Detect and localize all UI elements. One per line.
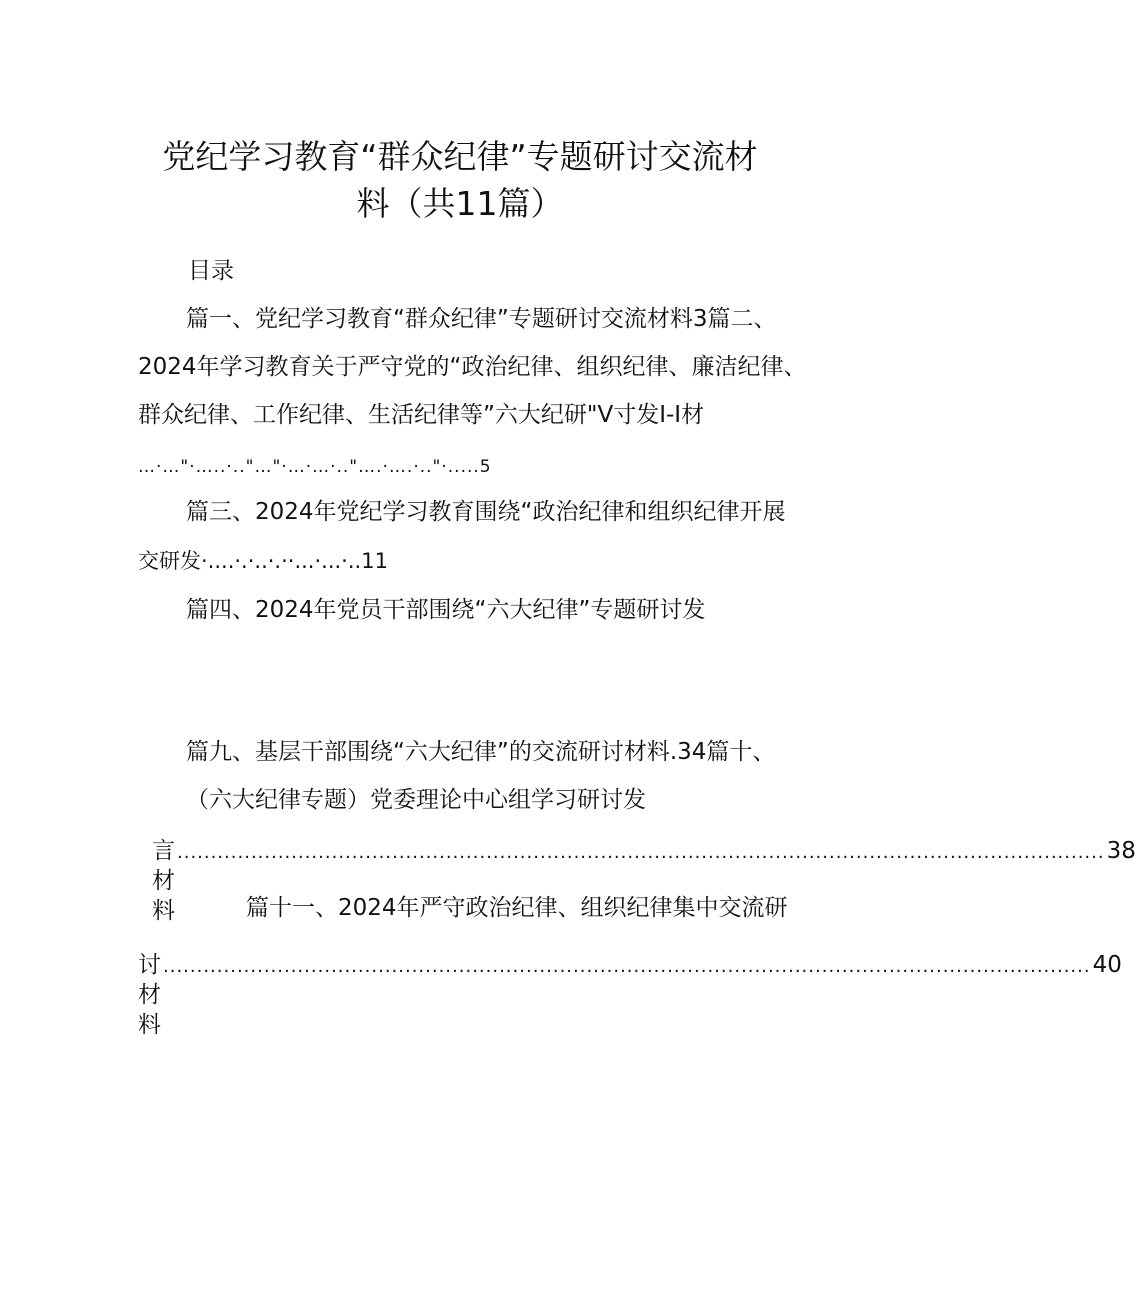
toc-entry-11-label: 讨材料 (138, 952, 161, 1038)
toc-entry-2-line-1: 2024年学习教育关于严守党的“政治纪律、组织纪律、廉洁纪律、 (138, 354, 807, 380)
toc-leader-dots: .......................................................................................................................................... (177, 842, 1105, 863)
toc-entry-11-line-1: 篇十一、2024年严守政治纪律、组织纪律集中交流研 (246, 895, 788, 921)
toc-page-number: 40 (1092, 952, 1122, 978)
toc-leader-dots: .......................................................................................................................................... (163, 956, 1091, 977)
toc-entry-1-line-1: 篇一、党纪学习教育“群众纪律”专题研讨交流材料3篇二、 (186, 306, 777, 332)
toc-entry-11-leader-row (138, 950, 1122, 1040)
toc-entry-9-line-1: 篇九、基层干部围绕“六大纪律”的交流研讨材料.34篇十、 (186, 739, 776, 765)
document-title-line-2: 料（共11篇） (356, 184, 564, 223)
toc-page-number: 38 (1106, 838, 1136, 864)
toc-entry-10-label: 言材料 (152, 838, 175, 924)
toc-entry-3-leader: 交研发·....·.·..·.··...·...·..11 (138, 549, 388, 573)
toc-entry-3-line-1: 篇三、2024年党纪学习教育围绕“政治纪律和组织纪律开展 (186, 499, 786, 525)
document-title-line-1: 党纪学习教育“群众纪律”专题研讨交流材 (162, 137, 758, 176)
toc-heading: 目录 (188, 258, 234, 284)
toc-entry-2-leader: …·…"·…..·.."…"·…·…·.."….·….·.."·.....5 (138, 457, 492, 477)
toc-entry-10-line-1: （六大纪律专题）党委理论中心组学习研讨发 (186, 787, 646, 813)
toc-entry-4-line-1: 篇四、2024年党员干部围绕“六大纪律”专题研讨发 (186, 597, 706, 623)
toc-entry-2-line-2: 群众纪律、工作纪律、生活纪律等”六大纪研"V寸发I-I材 (138, 402, 705, 428)
